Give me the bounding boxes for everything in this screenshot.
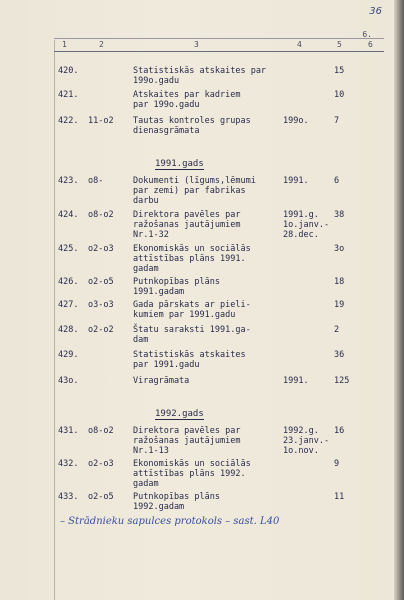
date-line: 1o.janv.- [283,220,330,230]
table-header [54,38,384,52]
row-number: 424. [58,210,79,220]
row-code: 11-o2 [88,116,114,126]
row-number: 431. [58,426,79,436]
row-number: 422. [58,116,79,126]
row-description [133,210,283,240]
row-number: 43o. [58,376,79,386]
row-date [283,210,329,240]
row-description [133,459,283,489]
row-description [133,277,283,297]
description-line: Tautas kontroles grupas [133,116,251,126]
header-col-3: 3 [194,40,199,49]
row-code: o8-o2 [88,426,114,436]
row-sheet-count: 6 [334,176,340,186]
row-sheet-count: 2 [334,325,340,335]
description-line: dam [133,335,149,345]
header-col-2: 2 [99,40,104,49]
row-date [283,376,309,386]
description-line: 1992.gadam [133,502,185,512]
description-line: Ekonomiskās un sociālās [133,459,251,469]
row-code: o3-o3 [88,300,114,310]
date-line: 1991. [283,176,309,186]
description-line: Nr.1-13 [133,446,169,456]
row-number: 426. [58,277,79,287]
row-sheet-count: 125 [334,376,350,386]
row-number: 425. [58,244,79,254]
description-line: Viragrāmata [133,376,190,386]
date-line: 1991. [283,376,309,386]
row-number: 429. [58,350,79,360]
row-code: o2-o5 [88,492,114,502]
row-sheet-count: 7 [334,116,340,126]
row-description [133,376,283,386]
row-sheet-count: 36 [334,350,345,360]
description-line: Statistiskās atskaites par [133,66,267,76]
row-description [133,325,283,345]
year-heading-1992: 1992.gads [155,409,204,419]
description-line: Nr.1-32 [133,230,169,240]
header-col-6: 6 [368,40,373,49]
description-line: dienasgrāmata [133,126,200,136]
row-number: 428. [58,325,79,335]
description-line: attīstības plāns 1991. [133,254,246,264]
row-number: 421. [58,90,79,100]
description-line: ražošanas jautājumiem [133,220,241,230]
handwritten-note: – Strādnieku sapulces protokols – sast. L40 [60,516,280,527]
description-line: 1991.gadam [133,287,185,297]
description-line: Putnkopības plāns [133,492,220,502]
row-code: o8- [88,176,104,186]
description-line: Atskaites par kadriem [133,90,241,100]
row-number: 423. [58,176,79,186]
date-line: 1991.g. [283,210,319,220]
year-heading-1991: 1991.gads [155,159,204,169]
row-code: o2-o2 [88,325,114,335]
date-line: 1o.nov. [283,446,319,456]
description-line: Dokumenti (līgums,lēmumi [133,176,256,186]
row-sheet-count: 9 [334,459,340,469]
row-description [133,426,283,456]
row-sheet-count: 16 [334,426,345,436]
description-line: darbu [133,196,159,206]
description-line: attīstības plāns 1992. [133,469,246,479]
row-date [283,116,309,126]
row-sheet-count: 15 [334,66,345,76]
row-description [133,350,283,370]
row-code: o8-o2 [88,210,114,220]
row-sheet-count: 10 [334,90,345,100]
row-code: o2-o3 [88,459,114,469]
description-line: Direktora pavēles par [133,210,241,220]
description-line: ražošanas jautājumiem [133,436,241,446]
description-line: par 199o.gadu [133,100,200,110]
row-number: 420. [58,66,79,76]
description-line: Ekonomiskās un sociālās [133,244,251,254]
date-line: 28.dec. [283,230,319,240]
header-col-5: 5 [337,40,342,49]
row-number: 433. [58,492,79,502]
row-date [283,426,329,456]
description-line: gadam [133,264,159,274]
row-description [133,176,283,206]
description-line: gadam [133,479,159,489]
row-sheet-count: 19 [334,300,345,310]
row-description [133,66,283,86]
page-edge-shadow [394,0,404,600]
description-line: par 1991.gadu [133,360,200,370]
header-col-1: 1 [62,40,67,49]
row-date [283,176,309,186]
header-extra-mark: 6. [362,30,372,39]
row-number: 432. [58,459,79,469]
row-number: 427. [58,300,79,310]
date-line: 23.janv.- [283,436,330,446]
row-description [133,90,283,110]
row-sheet-count: 11 [334,492,345,502]
row-code: o2-o5 [88,277,114,287]
page-number-stamp: 36 [369,6,382,17]
description-line: Gada pārskats ar pieli- [133,300,251,310]
date-line: 1992.g. [283,426,319,436]
row-sheet-count: 38 [334,210,345,220]
row-description [133,116,283,136]
row-description [133,492,283,512]
date-line: 199o. [283,116,309,126]
row-code: o2-o3 [88,244,114,254]
description-line: kumiem par 1991.gadu [133,310,236,320]
description-line: 199o.gadu [133,76,180,86]
description-line: Putnkopības plāns [133,277,220,287]
row-sheet-count: 18 [334,277,345,287]
description-line: Direktora pavēles par [133,426,241,436]
row-description [133,300,283,320]
description-line: par zemi) par fabrikas [133,186,246,196]
description-line: Štatu saraksti 1991.ga- [133,325,251,335]
margin-line [54,40,55,600]
header-col-4: 4 [297,40,302,49]
row-description [133,244,283,274]
row-sheet-count: 3o [334,244,345,254]
description-line: Statistiskās atskaites [133,350,246,360]
